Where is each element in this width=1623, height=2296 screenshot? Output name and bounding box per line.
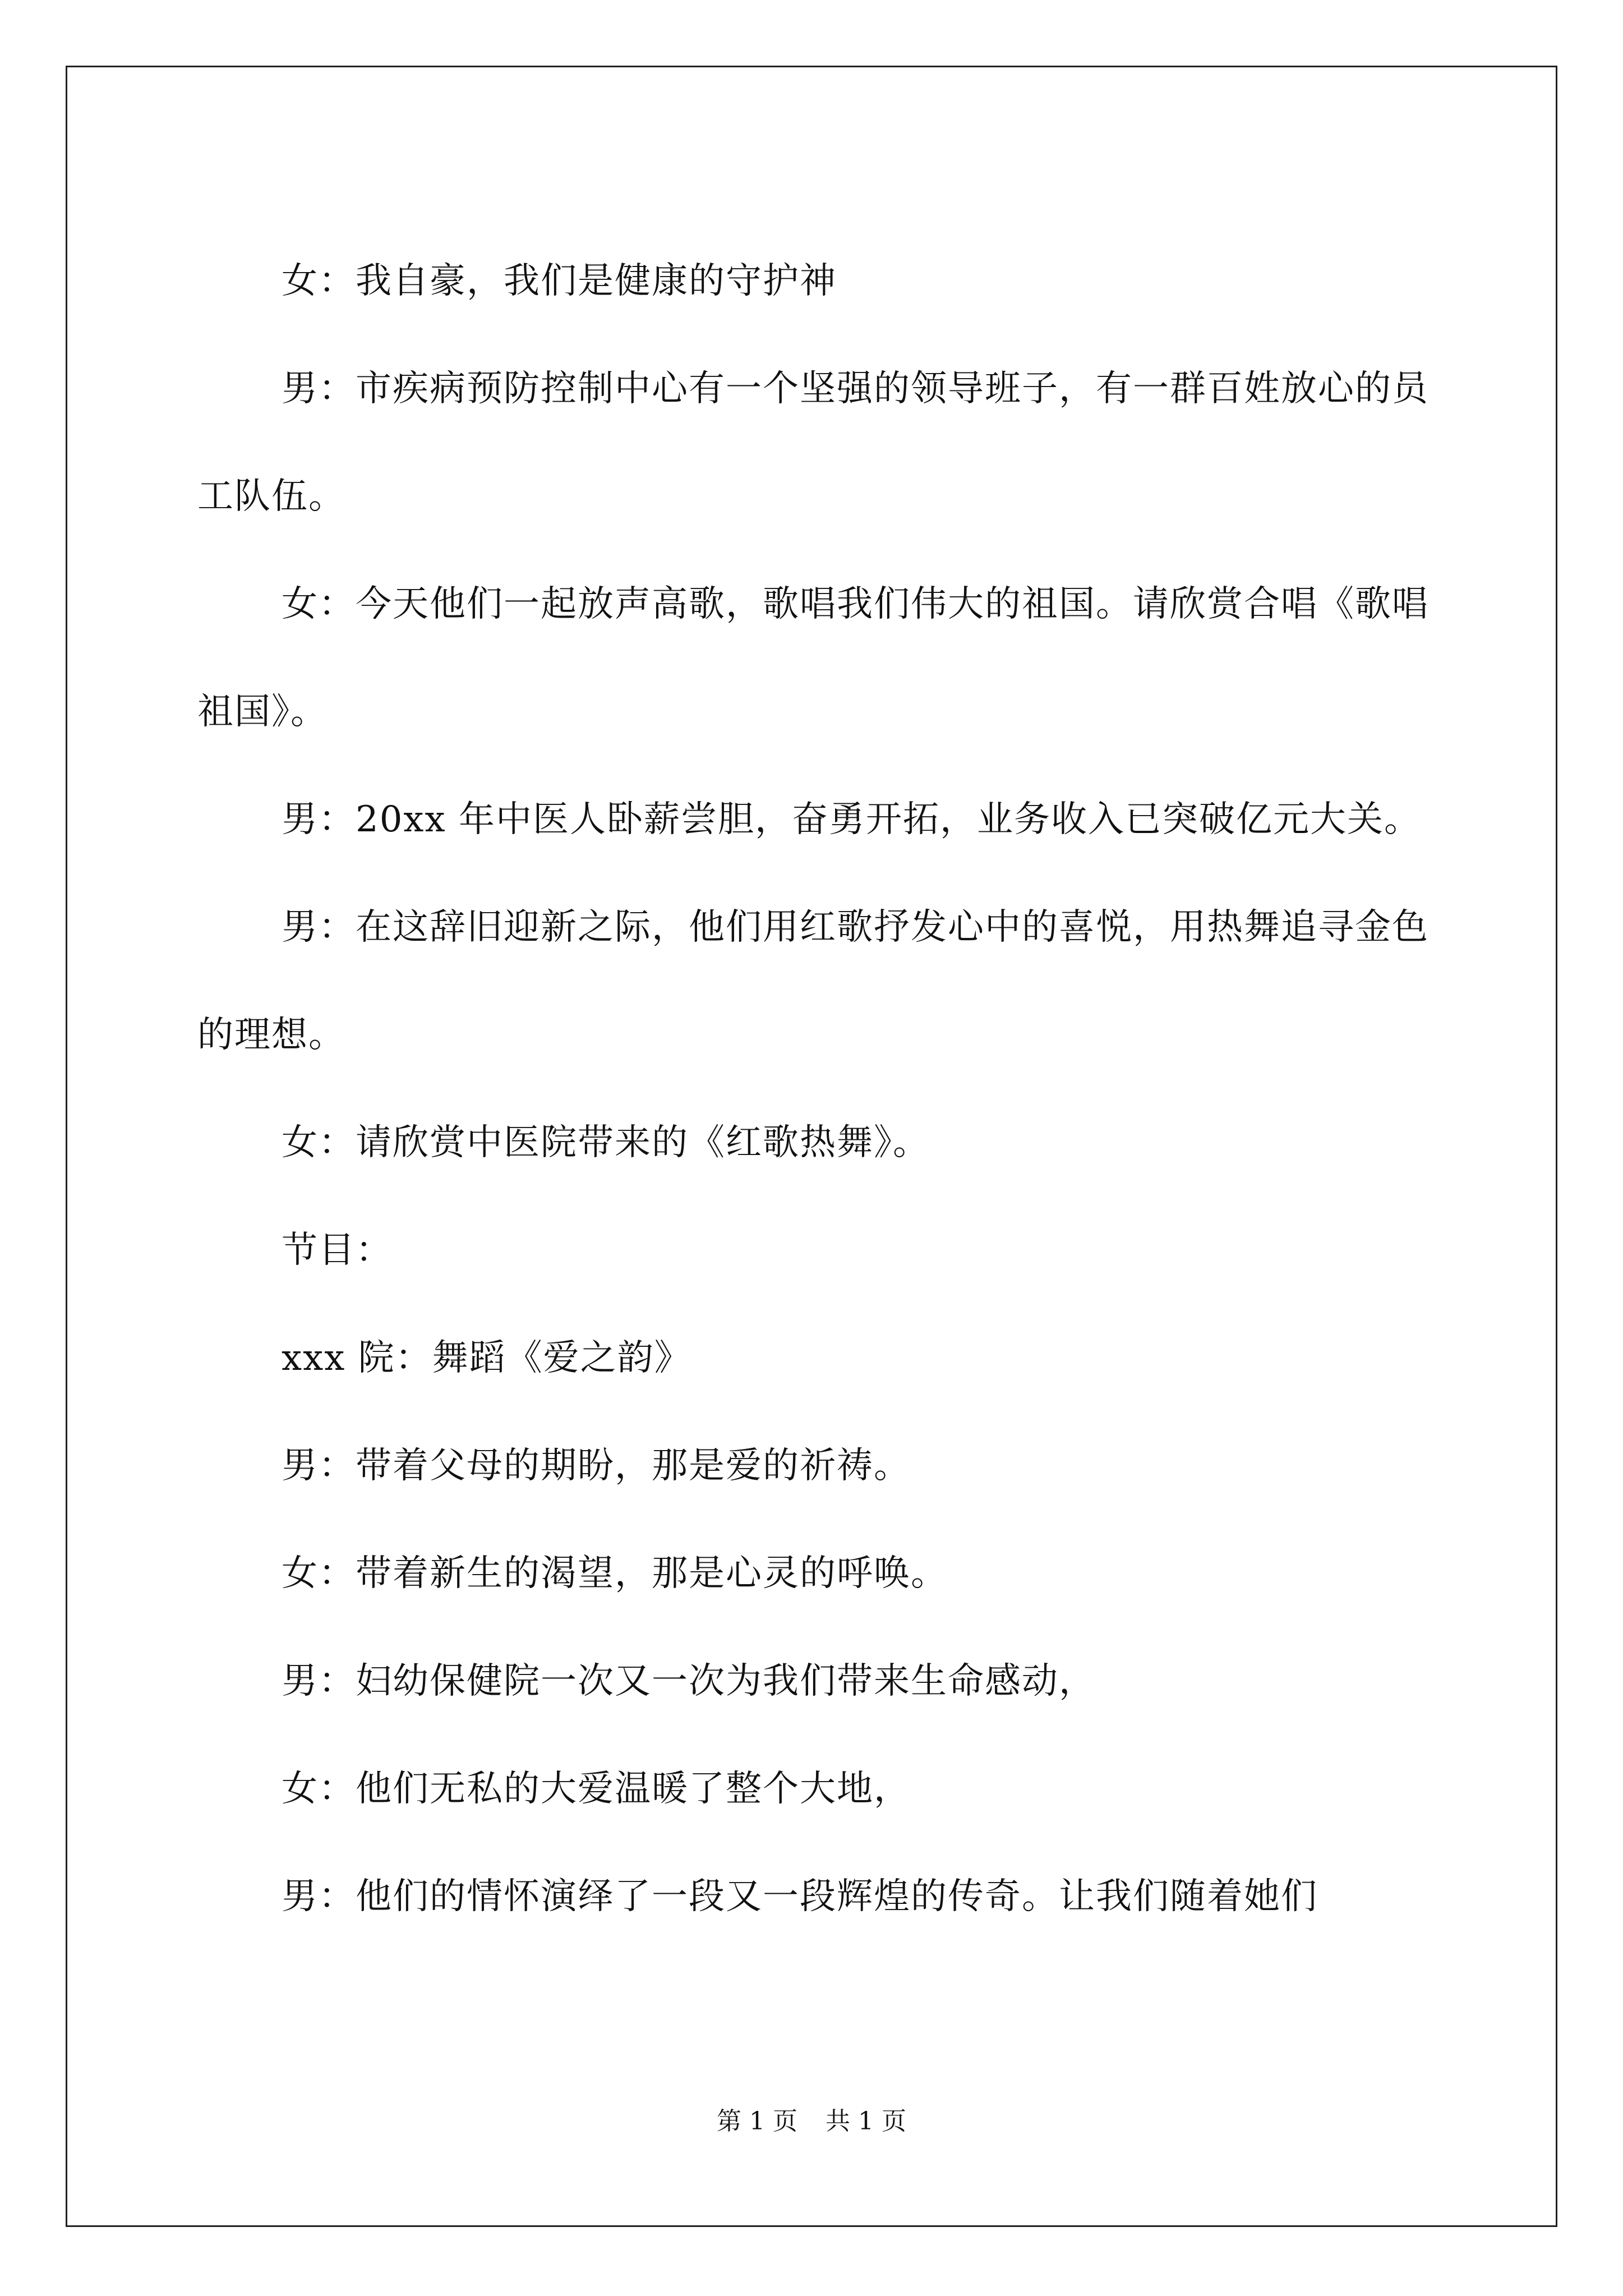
- page-number-current: 第 1 页: [717, 2107, 797, 2136]
- paragraph: 男：市疾病预防控制中心有一个坚强的领导班子，有一群百姓放心的员工队伍。: [197, 368, 1429, 517]
- paragraph: 女：他们无私的大爱温暖了整个大地，: [282, 1768, 911, 1810]
- paragraph: 节目：: [282, 1230, 393, 1271]
- paragraph: 男：在这辞旧迎新之际，他们用红歌抒发心中的喜悦，用热舞追寻金色的理想。: [197, 907, 1429, 1056]
- paragraph: 男：他们的情怀演绎了一段又一段辉煌的传奇。让我们随着她们: [282, 1876, 1318, 1917]
- paragraph: 女：请欣赏中医院带来的《红歌热舞》。: [282, 1122, 930, 1163]
- document-body: [197, 227, 1454, 1950]
- paragraph: 女：我自豪，我们是健康的守护神: [282, 260, 837, 302]
- paragraph: 女：带着新生的渴望，那是心灵的呼唤。: [282, 1553, 948, 1594]
- paragraph: 男：20xx 年中医人卧薪尝胆，奋勇开拓，业务收入已突破亿元大关。: [282, 799, 1421, 840]
- paragraph: 男：妇幼保健院一次又一次为我们带来生命感动，: [282, 1660, 1096, 1702]
- page-footer: [0, 2101, 1623, 2137]
- paragraph: xxx 院：舞蹈《爱之韵》: [282, 1337, 691, 1379]
- paragraph: 女：今天他们一起放声高歌，歌唱我们伟大的祖国。请欣赏合唱《歌唱祖国》。: [197, 583, 1429, 733]
- page-number-total: 共 1 页: [826, 2107, 906, 2136]
- paragraph: 男：带着父母的期盼，那是爱的祈祷。: [282, 1445, 911, 1487]
